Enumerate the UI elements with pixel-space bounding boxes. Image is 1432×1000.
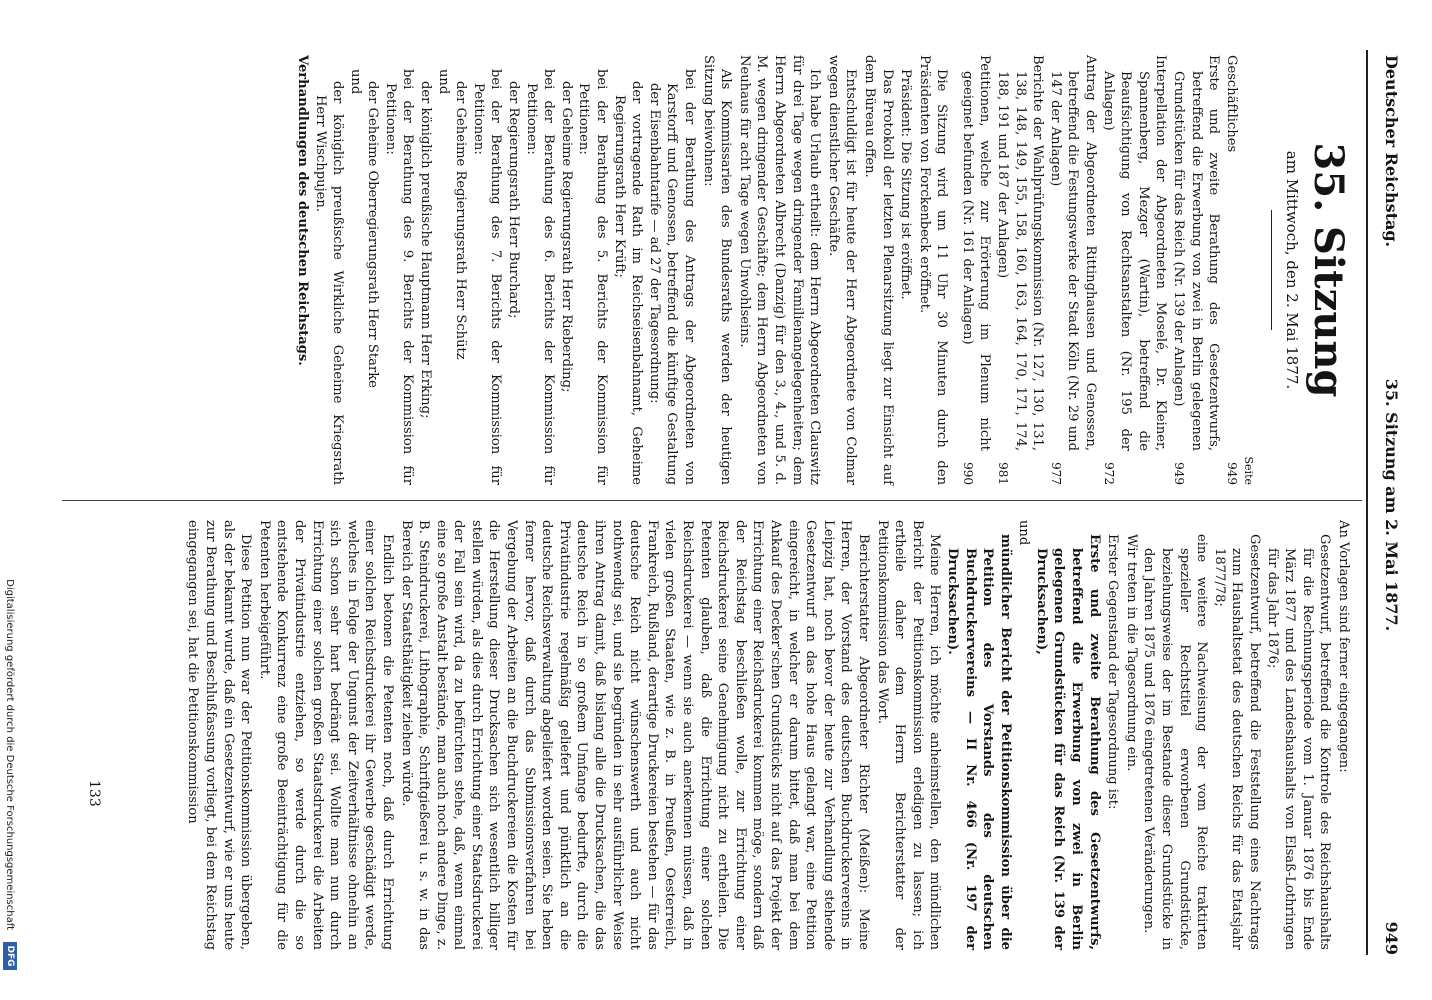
- toc-entry-text: Antrag der Abgeordneten Rittinghausen und Genossen, betreffend die Festungswerke der Stadt Köln (Nr. 29 und 147 der Anlagen): [1047, 55, 1099, 451]
- digitization-credit: [0, 0, 17, 1000]
- toc-entry: [1222, 55, 1240, 485]
- session-title: 35. Sitzung: [1305, 142, 1352, 398]
- header-rule: [1366, 50, 1368, 955]
- toc-entry-page: 949: [1224, 462, 1239, 485]
- toc-entry-text: Interpellation der Abgeordneten Moselé, Dr. Kleiner, Spannenberg, Mezger (Wartin), betreffend die Beaufsichtigung von Rechtsanstalten (Nr. 195 der Anlagen): [1100, 55, 1169, 451]
- agenda-item-bold: Erste und zweite Berathung des Gesetzentwurfs, betreffend die Erwerbung von zwei in Berlin gelegenen Grundstücken für das Reich (Nr. 139 der Drucksachen),: [1033, 534, 1102, 950]
- commissioners-item: der vortragende Rath im Reichseisenbahnamt, Geheime Regierungsrath Herr Krüft;: [611, 81, 645, 485]
- commissioners-item: der Geheime Regierungsrath Herr Rieberding;: [558, 81, 574, 393]
- commissioners-item: bei der Berathung des 6. Berichts der Kommission für Petitionen:: [523, 69, 557, 485]
- paragraph: eine weitere Nachweisung der vom Reiche traktirten spezieller Rechtstitel erworbenen Grundstücke, beziehungsweise der im Bestande dieser Grundstücke in den Jahren 1875 und 1876 eingetretenen Veränderungen.: [1141, 534, 1210, 950]
- toc-entry-text: Geschäftliches: [1223, 55, 1239, 153]
- toc-entry-page: 990: [960, 462, 975, 485]
- und-line: und: [1016, 520, 1032, 546]
- paragraph: An Vorlagen sind ferner eingegangen:: [1336, 520, 1351, 773]
- paragraph: Erster Gegenstand der Tagesordnung ist:: [1105, 534, 1121, 810]
- commissioners-item: der königlich preußische Hauptmann Herr Erking;: [418, 81, 434, 419]
- commissioners-item: bei der Berathung des Antrags der Abgeordneten von Karstorff und Genossen, betreffend die künftige Gestaltung der Eisenbahntarife — ad 27 der Tagesordnung:: [646, 69, 697, 485]
- paragraph: Meine Herren, ich möchte anheimstellen, den mündlichen Bericht der Petitionskommission erledigen zu lassen; ich ertheile daher dem Herrn Berichterstatter der Petitionskommission das Wort.: [874, 520, 943, 950]
- commissioners-intro: Als Kommissarien des Bundesraths werden der heutigen Sitzung beiwohnen:: [700, 55, 734, 485]
- commissioners-und: und: [347, 69, 363, 95]
- dfg-logo-icon: DFG: [3, 942, 17, 970]
- commissioners-item: bei der Berathung des 5. Berichts der Kommission für Petitionen:: [576, 69, 610, 485]
- toc-entry-page: 981: [996, 462, 1011, 485]
- agenda-item-bold: mündlicher Bericht der Petitionskommission über die Petition des Vorstands des deutschen Buchdruckervereins — II Nr. 466 (Nr. 197 der Drucksachen).: [944, 534, 1013, 950]
- president-statement: Präsident: Die Sitzung ist eröffnet.: [898, 69, 914, 300]
- commissioners-item: der königlich preußische Wirkliche Geheime Kriegsrath Herr Wischpujen.: [312, 81, 346, 485]
- left-column: [292, 55, 1352, 485]
- paragraph: Berichterstatter Abgeordneter Richter (Meißen): Meine Herren, der Vorstand des deutschen Buchdruckervereins in Leipzig hat, noch bevor der heute zur Verhandlung stehende Gesetzentwurf an das hohe Haus gelangt war, eine Petition eingereicht, in welcher er darum bittet, daß man bei dem Ankauf des Decker'schen Grundstücks nicht auf das Projekt der Errichtung einer Reichsdruckerei kommen möge, sondern daß der Reichstag beschließen wolle, zur Errichtung einer Reichsdruckerei seine Genehmigung nicht zu ertheilen. Die Petenten glauben, daß die Errichtung einer solchen Reichsdruckerei — wenn sie auch anerkennen müssen, daß in vielen großen Staaten, wie z. B. in Preußen, Oesterreich, Frankreich, Rußland, derartige Druckereien bestehen — für das deutsche Reich nicht wünschenswerth und auch nicht nothwendig sei, und sie begründen in sehr ausführlicher Weise ihren Antrag damit, daß bislang alle die Drucksachen, die das deutsche Reich in so großem Umfange bedurfte, durch die Privatindustrie regelmäßig geliefert und pünktlich an die deutsche Reichsverwaltung abgeliefert worden seien. Sie heben ferner hervor, daß durch das Submissionsverfahren bei Vergebung der Arbeiten an die Buchdruckereien die Kosten für die Herstellung dieser Drucksachen sich wesentlich billiger stellen würden, als dies durch Errichtung einer Staatsdruckerei der Fall sein wird, da zu befürchten stehe, daß, wenn einmal eine so große Anstalt bestände, man auch noch andere Dinge, z. B. Steindruckerei, Lithographie, Schriftgießerei u. s. w. in das Bereich der Staatsthätigkeit ziehen würde.: [398, 520, 871, 950]
- commissioners-item: bei der Berathung des 7. Berichts der Kommission für Petitionen:: [470, 69, 504, 485]
- column-footer: Verhandlungen des deutschen Reichstags.: [294, 55, 310, 366]
- paragraph: Endlich betonen die Petenten noch, daß durch Errichtung einer solchen Reichsdruckerei ihr Gewerbe geschädigt werde, welches in Folge der Ungunst der Zeitverhältnisse ohnehin an sich schon sehr hart bedrängt sei. Wollte man nun durch Errichtung einer solchen großen Staatsdruckerei die Arbeiten der Privatindustrie entziehen, so werde durch die so entstehende Konkurrenz eine große Beeinträchtigung für die Petenten herbeigeführt.: [256, 520, 395, 950]
- title-rule: [1271, 210, 1272, 330]
- session-date: am Mittwoch, den 2. Mai 1877.: [1283, 150, 1301, 390]
- paragraph: Gesetzentwurf, betreffend die Feststellung eines Nachtrags zum Haushaltsetat des deutschen Reichs für das Etatsjahr 1877/78;: [1211, 534, 1263, 950]
- toc-entry-text: Berichte der Wahlprüfungskommission (Nr. 127, 130, 131, 138, 148, 149, 155, 158, 160, 163, 164, 170, 171, 174, 188, 191 und 187 der Anlagen): [995, 55, 1046, 451]
- toc-entry: [1046, 55, 1099, 485]
- toc-entry: [958, 55, 993, 485]
- paragraph: Wir treten in die Tagesordnung ein.: [1123, 534, 1139, 772]
- excused-paragraph: Entschuldigt ist für heute der Herr Abgeordnete von Colmar wegen dienstlicher Geschäfte.: [825, 55, 859, 485]
- toc-entry-text: Petitionen, welche zur Erörterung im Plenum nicht geeignet befunden (Nr. 161 der Anlagen): [959, 55, 993, 451]
- toc-entry-text: Erste und zweite Berathung des Gesetzentwurfs, betreffend die Erwerbung von zwei in Berlin gelegenen Grundstücken für das Reich (Nr. 139 der Anlagen): [1171, 55, 1222, 451]
- leave-paragraph: Ich habe Urlaub ertheilt: dem Herrn Abgeordneten Clauswitz für drei Tage wegen dringender Familienangelegenheiten; dem Herrn Abgeordneten Albrecht (Danzig) für den 3., 4., und 5. d. M. wegen dringender Geschäfte; dem Herrn Abgeordneten von Neuhaus für acht Tage wegen Unwohlseins.: [736, 55, 823, 485]
- toc-entry: [994, 55, 1047, 485]
- running-head-page-number: 949: [1382, 921, 1401, 955]
- toc-heading: Seite: [1242, 456, 1256, 485]
- commissioners-und: und: [435, 69, 451, 95]
- commissioners-item: der Regierungsrath Herr Burchard;: [506, 81, 522, 319]
- column-divider: [62, 500, 1362, 501]
- toc-entry-page: 977: [1048, 462, 1063, 485]
- table-of-contents: [958, 55, 1257, 485]
- running-head-publication: Deutscher Reichstag.: [1382, 55, 1401, 248]
- opening-paragraph: Die Sitzung wird um 11 Uhr 30 Minuten durch den Präsidenten von Forckenbeck eröffnet.: [916, 55, 950, 485]
- signature-mark: 133: [86, 780, 102, 807]
- paragraph: Diese Petition nun war der Petitionskommission übergeben, als der bekannt wurde, daß ein Gesetzentwurf, wie er uns heute zur Berathung und Beschlußfassung vorliegt, bei dem Reichstag eingegangen sei, hat die Petitionskommission: [185, 520, 254, 950]
- paragraph: Gesetzentwurf, betreffend die Kontrole des Reichshaushalts für die Rechnungsperiode vom 1. Januar 1876 bis Ende März 1877 und des Landeshaushalts von Elsaß-Lothringen für das Jahr 1876;: [1264, 534, 1333, 950]
- running-head-session: 35. Sitzung am 2. Mai 1877.: [1382, 378, 1401, 632]
- toc-entry-page: 972: [1101, 462, 1116, 485]
- right-column: [183, 520, 1352, 950]
- protocol-paragraph: Das Protokoll der letzten Plenarsitzung liegt zur Einsicht auf dem Büreau offen.: [861, 55, 895, 485]
- commissioners-item: der Geheime Oberregierungsrath Herr Starke: [365, 81, 381, 388]
- toc-entry: [1169, 55, 1222, 485]
- running-head: [1375, 55, 1407, 955]
- toc-entry-page: 949: [1172, 462, 1187, 485]
- digitization-credit-text: Digitalisierung gefördert durch die Deutsche Forschungsgemeinschaft: [4, 579, 15, 930]
- commissioners-item: der Geheime Regierungsrath Herr Schütz: [453, 81, 469, 360]
- commissioners-item: bei der Berathung des 9. Berichts der Kommission für Petitionen:: [382, 69, 416, 485]
- toc-entry: [1099, 55, 1169, 485]
